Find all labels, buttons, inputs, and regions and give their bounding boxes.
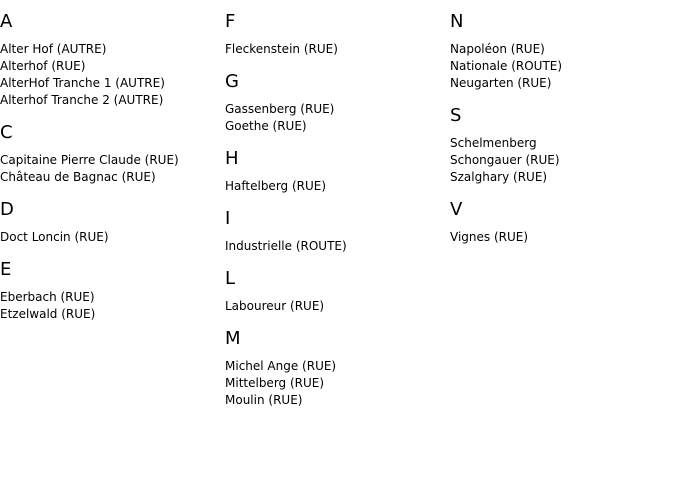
street-link[interactable]: Alterhof (RUE) [0,59,86,73]
street-link[interactable]: Eberbach (RUE) [0,290,95,304]
letter-group [225,268,445,315]
street-link[interactable]: AlterHof Tranche 1 (AUTRE) [0,76,165,90]
street-link[interactable]: Gassenberg (RUE) [225,102,335,116]
street-link[interactable]: Fleckenstein (RUE) [225,42,338,56]
street-link[interactable]: Laboureur (RUE) [225,299,325,313]
street-link[interactable]: Alterhof Tranche 2 (AUTRE) [0,93,164,107]
street-link[interactable]: Château de Bagnac (RUE) [0,170,156,184]
street-link[interactable]: Neugarten (RUE) [450,76,552,90]
street-list [0,41,220,109]
letter-group [0,259,220,323]
letter-group [0,11,220,109]
letter-heading: C [0,122,13,143]
street-list [225,178,445,195]
street-list [225,358,445,409]
letter-heading: M [225,328,241,349]
street-link[interactable]: Vignes (RUE) [450,230,529,244]
street-link[interactable]: Michel Ange (RUE) [225,359,337,373]
street-link[interactable]: Doct Loncin (RUE) [0,230,109,244]
letter-group [225,148,445,195]
letter-heading: G [225,71,239,92]
letter-group [225,208,445,255]
letter-heading: V [450,199,463,220]
street-column [0,11,220,336]
street-link[interactable]: Mittelberg (RUE) [225,376,325,390]
street-column [225,11,445,422]
street-link[interactable]: Goethe (RUE) [225,119,307,133]
street-link[interactable]: Napoléon (RUE) [450,42,545,56]
street-list [0,289,220,323]
letter-heading: H [225,148,239,169]
letter-group [225,328,445,409]
street-column [450,11,670,259]
letter-heading: E [0,259,12,280]
street-link[interactable]: Capitaine Pierre Claude (RUE) [0,153,179,167]
street-list [0,152,220,186]
street-link[interactable]: Moulin (RUE) [225,393,303,407]
street-list [225,298,445,315]
letter-heading: S [450,105,462,126]
letter-group [225,71,445,135]
letter-group [450,199,670,246]
street-list [225,101,445,135]
street-list [225,238,445,255]
street-list [0,229,220,246]
letter-heading: D [0,199,14,220]
street-link[interactable]: Etzelwald (RUE) [0,307,96,321]
letter-group [225,11,445,58]
letter-heading: N [450,11,464,32]
street-link[interactable]: Alter Hof (AUTRE) [0,42,107,56]
letter-heading: F [225,11,236,32]
street-list [225,41,445,58]
street-link[interactable]: Nationale (ROUTE) [450,59,563,73]
letter-group [450,105,670,186]
letter-heading: L [225,268,236,289]
street-list [450,229,670,246]
street-link[interactable]: Schelmenberg [450,136,537,150]
letter-heading: I [225,208,231,229]
letter-group [450,11,670,92]
letter-group [0,122,220,186]
street-list [450,135,670,186]
letter-group [0,199,220,246]
street-list [450,41,670,92]
street-link[interactable]: Szalghary (RUE) [450,170,548,184]
letter-heading: A [0,11,13,32]
street-link[interactable]: Schongauer (RUE) [450,153,560,167]
street-link[interactable]: Haftelberg (RUE) [225,179,327,193]
street-link[interactable]: Industrielle (ROUTE) [225,239,347,253]
